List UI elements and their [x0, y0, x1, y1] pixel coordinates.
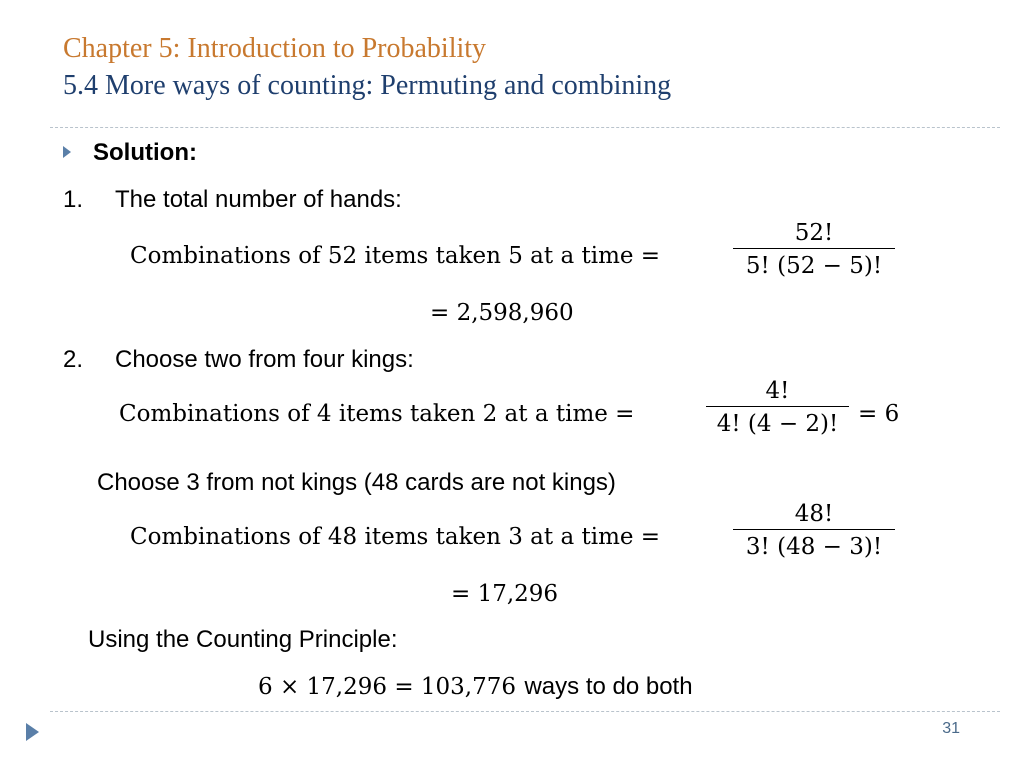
bullet-arrow-icon	[63, 146, 71, 158]
step1-denominator: 5! (52 − 5)!	[745, 253, 883, 279]
conclusion-equation: 6 × 17,296 = 103,776	[258, 674, 517, 700]
step3-result: = 17,296	[451, 581, 559, 607]
step3-numerator: 48!	[794, 501, 834, 527]
step1-fraction	[733, 220, 895, 279]
header-divider	[50, 127, 1000, 128]
step3-denominator: 3! (48 − 3)!	[745, 534, 883, 560]
step1-number: 1.	[63, 186, 84, 213]
step2-fraction	[706, 378, 849, 437]
step1-text: The total number of hands:	[115, 186, 402, 213]
step2-numerator: 4!	[765, 378, 790, 404]
step1-numerator: 52!	[794, 220, 834, 246]
step2-text: Choose two from four kings:	[115, 346, 414, 373]
section-title: 5.4 More ways of counting: Permuting and combining	[63, 70, 672, 101]
conclusion-line	[258, 673, 693, 701]
step2-formula-lhs: Combinations of 4 items taken 2 at a time =	[119, 401, 635, 427]
step3-fraction	[733, 501, 895, 560]
step2-number: 2.	[63, 346, 84, 373]
footer-divider	[50, 711, 1000, 712]
step3-formula-lhs: Combinations of 48 items taken 3 at a time =	[130, 524, 661, 550]
step2-formula-rhs: = 6	[858, 401, 900, 427]
conclusion-suffix: ways to do both	[524, 673, 693, 700]
step3-text: Choose 3 from not kings (48 cards are not kings)	[97, 469, 616, 496]
next-slide-arrow-icon[interactable]	[26, 723, 39, 741]
chapter-title: Chapter 5: Introduction to Probability	[63, 33, 487, 64]
step2-denominator: 4! (4 − 2)!	[716, 411, 839, 437]
conclusion-text: Using the Counting Principle:	[88, 626, 398, 653]
page-number: 31	[942, 720, 960, 737]
step1-formula-lhs: Combinations of 52 items taken 5 at a time =	[130, 243, 661, 269]
step1-result: = 2,598,960	[430, 300, 574, 326]
solution-label: Solution:	[93, 139, 197, 166]
